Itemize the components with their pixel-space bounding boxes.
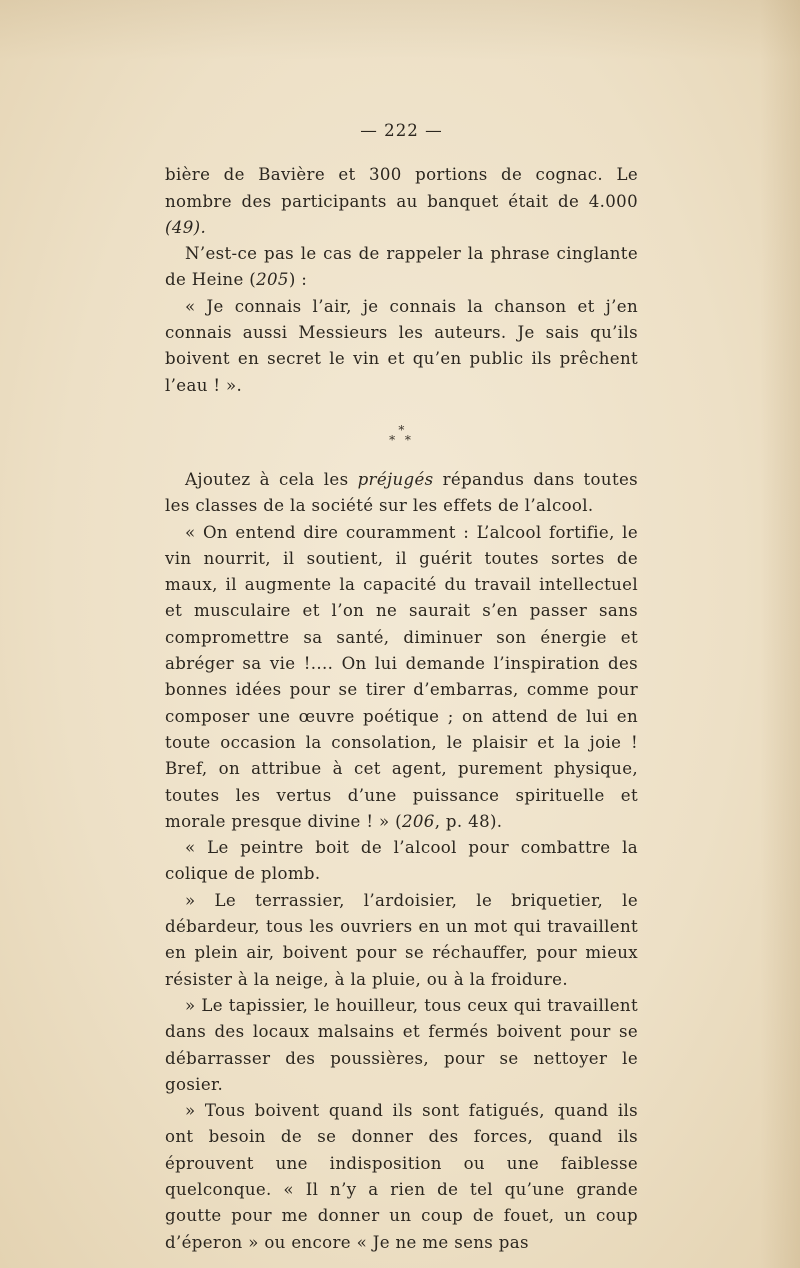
reference-49: (49). bbox=[165, 217, 207, 237]
paragraph-8: » Le tapissier, le houilleur, tous ceux qui travaillent dans des locaux malsains et fermés boivent pour se débarrasser des poussières, pour se nettoyer le gosier. bbox=[165, 995, 638, 1094]
paragraph-5-quote: « On entend dire couramment : L’alcool fortifie, le vin nourrit, il soutient, il guérit toutes sortes de maux, il augmente la capacité du travail intellectuel et musculaire et l’on ne saurait s’en passer sans compromettre sa santé, diminuer son énergie et abréger sa vie !.... On lui demande l’inspiration des bonnes idées pour se tirer d’embarras, comme pour composer une œuvre poétique ; on attend de lui en toute occasion la consolation, le plaisir et la joie ! Bref, on attribue à cet agent, purement physique, toutes les vertus d’une puissance spirituelle et morale presque divine ! » (206, p. 48). bbox=[165, 522, 638, 831]
paragraph-2: N’est-ce pas le cas de rappeler la phrase cinglante de Heine (205) : bbox=[165, 244, 638, 290]
reference-205: 205 bbox=[256, 270, 289, 290]
page-shading-top bbox=[0, 0, 800, 60]
page-text-block bbox=[165, 118, 638, 1256]
asterism-top: * bbox=[398, 422, 405, 437]
paragraph-4: Ajoutez à cela les préjugés répandus dans toutes les classes de la société sur les effets de l’alcool. bbox=[165, 469, 638, 516]
asterism-bottom: * * bbox=[389, 432, 414, 447]
page-shading-right bbox=[760, 0, 800, 1268]
page-number: — 222 — bbox=[360, 121, 443, 140]
asterism-separator bbox=[165, 422, 638, 447]
paragraph-6: « Le peintre boit de l’alcool pour combattre la colique de plomb. bbox=[165, 838, 638, 884]
paragraph-9: » Tous boivent quand ils sont fatigués, quand ils ont besoin de se donner des forces, quand ils éprouvent une indisposition ou une faiblesse quelconque. « Il n’y a rien de tel qu’une grande goutte pour me donner un coup de fouet, un coup d’éperon » ou encore « Je ne me sens pas bbox=[165, 1101, 638, 1252]
paragraph-3-quote-heine: « Je connais l’air, je connais la chanson et j’en connais aussi Messieurs les auteurs. Je sais qu’ils boivent en secret le vin et qu’en public ils prêchent l’eau ! ». bbox=[165, 296, 638, 395]
paragraph-1: bière de Bavière et 300 portions de cognac. Le nombre des participants au banquet était de 4.000 (49). bbox=[165, 165, 638, 237]
italic-prejuges: préjugés bbox=[357, 469, 434, 489]
paragraph-7: » Le terrassier, l’ardoisier, le briquetier, le débardeur, tous les ouvriers en un mot qui travaillent en plein air, boivent pour se réchauffer, pour mieux résister à la neige, à la pluie, ou à la froidure. bbox=[165, 890, 638, 989]
reference-206: 206 bbox=[401, 811, 435, 831]
